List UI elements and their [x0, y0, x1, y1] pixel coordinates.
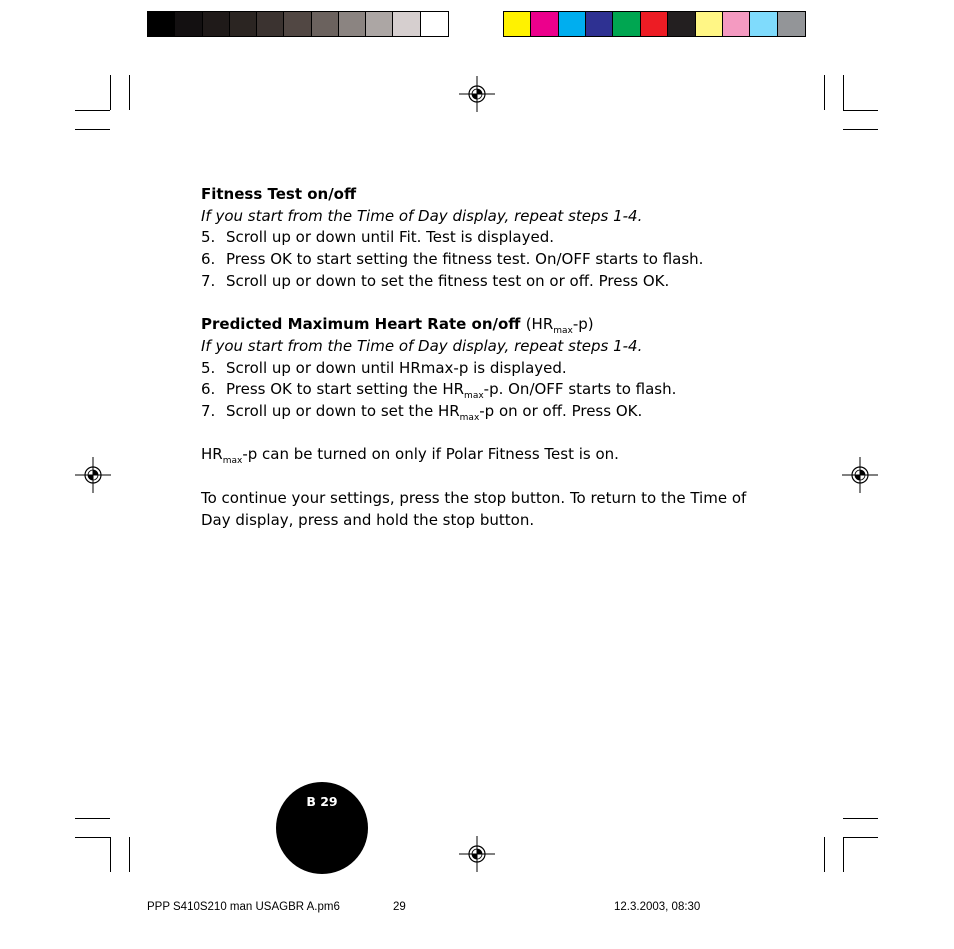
- color-swatch: [504, 12, 531, 36]
- grayscale-swatch: [312, 12, 339, 36]
- section-heading-fitness-test: Fitness Test on/off: [201, 185, 357, 203]
- footer-timestamp: 12.3.2003, 08:30: [614, 901, 701, 913]
- registration-mark-icon: [75, 457, 111, 493]
- subscript-max: max: [464, 391, 484, 402]
- step-text-pre: Scroll up or down to set the HR: [226, 402, 460, 421]
- step-text-pre: Press OK to start setting the HR: [226, 380, 465, 399]
- page-badge-label: B 29: [306, 794, 338, 809]
- grayscale-calibration-bar: [147, 11, 449, 37]
- step-text: [226, 379, 676, 401]
- registration-mark-icon: [459, 76, 495, 112]
- step-text: Scroll up or down until Fit. Test is displayed.: [226, 228, 554, 247]
- paren-open: (HR: [525, 315, 554, 334]
- list-item: [201, 227, 761, 249]
- heading-text: Predicted Maximum Heart Rate on/off: [201, 315, 521, 334]
- grayscale-swatch: [230, 12, 257, 36]
- registration-mark-icon: [459, 836, 495, 872]
- step-number: 7.: [201, 271, 216, 290]
- page-number-badge: [276, 782, 368, 874]
- grayscale-swatch: [175, 12, 202, 36]
- footer-page-number: 29: [393, 901, 406, 913]
- note-paragraph: [201, 444, 761, 466]
- grayscale-swatch: [284, 12, 311, 36]
- step-text: [226, 401, 642, 423]
- color-swatch: [696, 12, 723, 36]
- grayscale-swatch: [421, 12, 448, 36]
- list-item: [201, 379, 761, 401]
- color-swatch: [613, 12, 640, 36]
- heading-parenthetical: [525, 315, 594, 337]
- step-text: Scroll up or down to set the fitness test on or off. Press OK.: [226, 271, 670, 290]
- note-pre: HR: [201, 445, 223, 464]
- section-intro: If you start from the Time of Day display, repeat steps 1-4.: [201, 336, 643, 355]
- registration-mark-icon: [842, 457, 878, 493]
- step-number: 6.: [201, 380, 216, 399]
- closing-paragraph: To continue your settings, press the stop button. To return to the Time of Day display, press and hold the stop button.: [201, 488, 747, 529]
- list-item: [201, 401, 761, 423]
- page-content: [201, 184, 761, 531]
- step-text: Scroll up or down until HRmax-p is displayed.: [226, 358, 567, 377]
- grayscale-swatch: [257, 12, 284, 36]
- subscript-max: max: [553, 326, 573, 337]
- note-post: -p can be turned on only if Polar Fitness Test is on.: [242, 445, 619, 464]
- grayscale-swatch: [366, 12, 393, 36]
- step-text: Press OK to start setting the fitness test. On/OFF starts to flash.: [226, 250, 704, 269]
- step-number: 6.: [201, 250, 216, 269]
- grayscale-swatch: [148, 12, 175, 36]
- paren-close: -p): [572, 315, 594, 334]
- color-swatch: [641, 12, 668, 36]
- color-swatch: [559, 12, 586, 36]
- list-item: [201, 249, 761, 271]
- step-number: 7.: [201, 402, 216, 421]
- subscript-max: max: [222, 456, 243, 467]
- color-swatch: [668, 12, 695, 36]
- color-swatch: [531, 12, 558, 36]
- section-heading-hrmax: [201, 314, 761, 336]
- color-swatch: [750, 12, 777, 36]
- list-item: [201, 271, 761, 293]
- color-swatch: [778, 12, 805, 36]
- grayscale-swatch: [393, 12, 420, 36]
- color-calibration-bar: [503, 11, 806, 37]
- step-number: 5.: [201, 228, 216, 247]
- step-text-post: -p. On/OFF starts to flash.: [483, 380, 677, 399]
- list-item: [201, 358, 761, 380]
- subscript-max: max: [459, 413, 480, 424]
- grayscale-swatch: [339, 12, 366, 36]
- grayscale-swatch: [203, 12, 230, 36]
- section-intro: If you start from the Time of Day display, repeat steps 1-4.: [201, 206, 643, 225]
- footer-filename: PPP S410S210 man USAGBR A.pm6: [147, 901, 340, 913]
- color-swatch: [586, 12, 613, 36]
- color-swatch: [723, 12, 750, 36]
- step-number: 5.: [201, 358, 216, 377]
- step-text-post: -p on or off. Press OK.: [479, 402, 643, 421]
